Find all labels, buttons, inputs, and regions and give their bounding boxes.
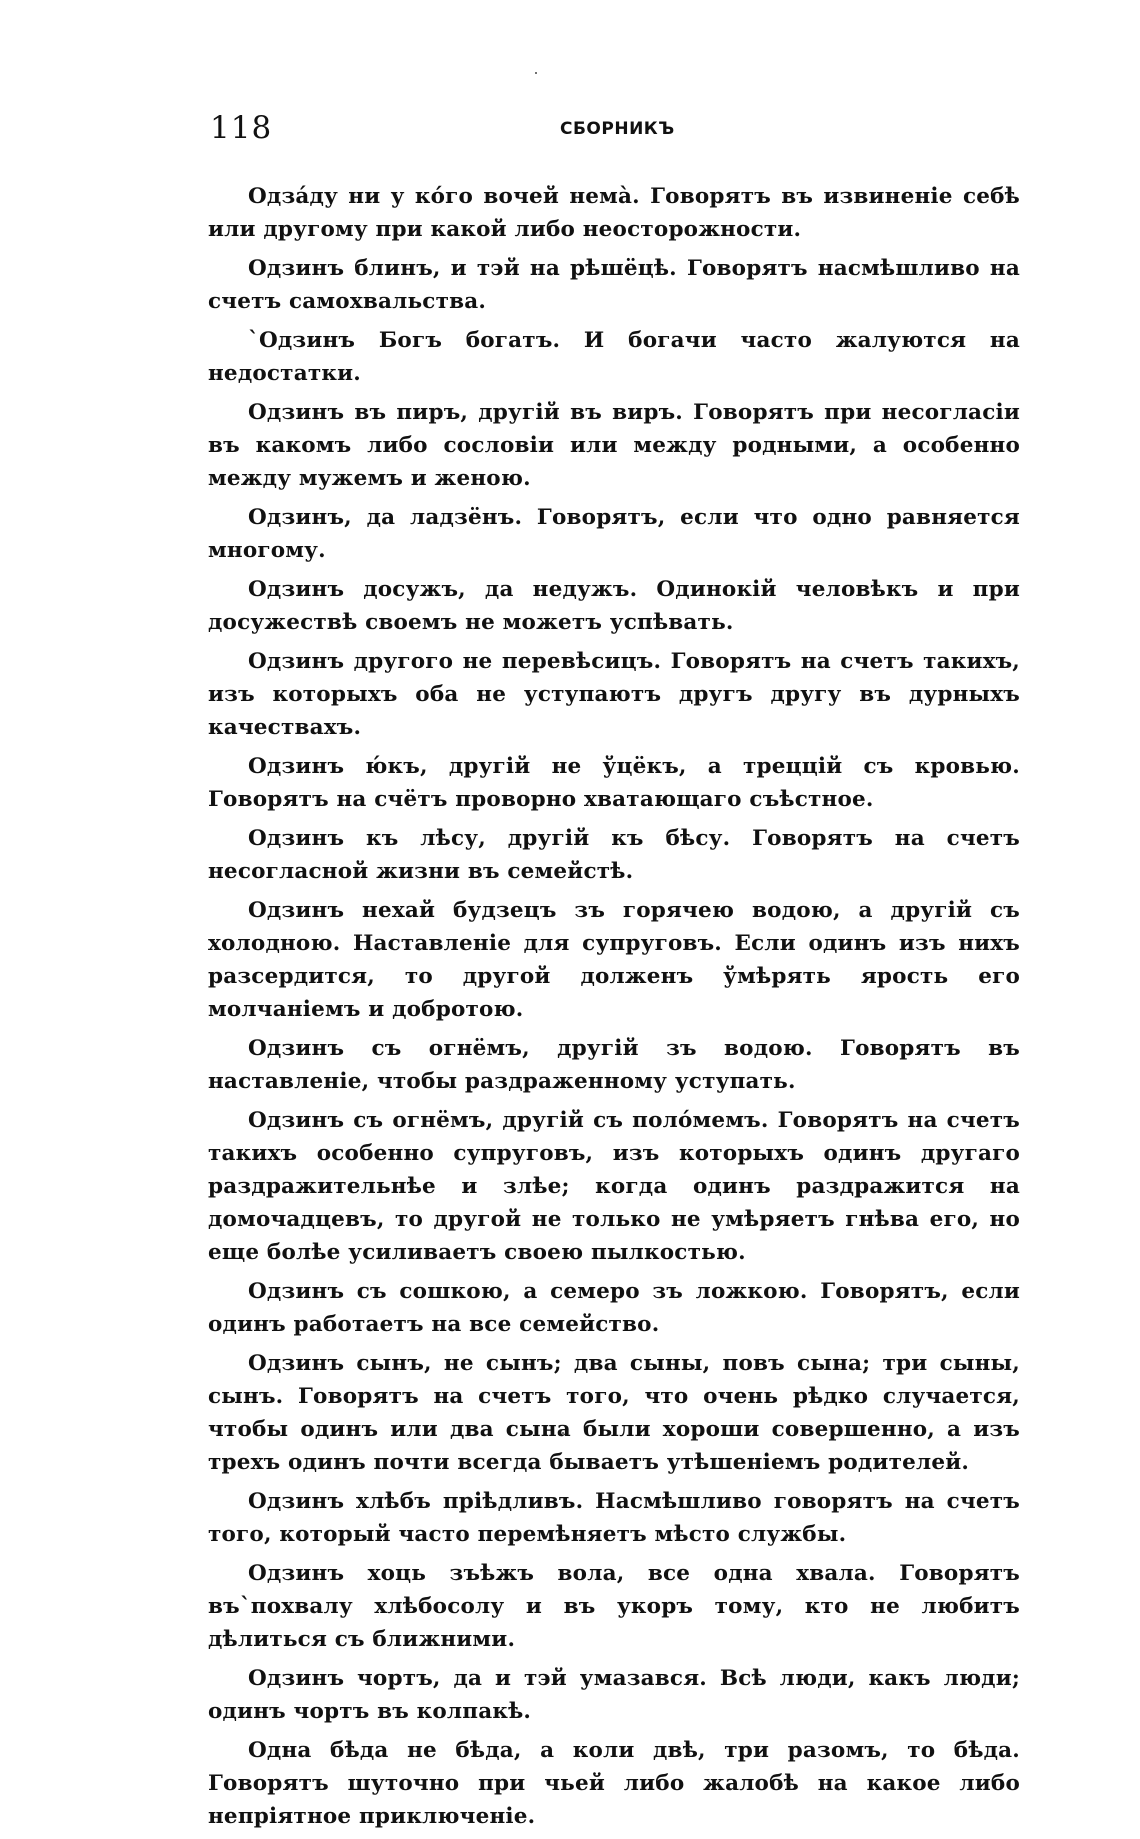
print-speck [535,72,537,74]
proverb-entry: Одзинъ съ огнёмъ, другій съ полóмемъ. Говорятъ на счетъ такихъ особенно супруговъ, изъ которыхъ одинъ другаго раздражительнѣе и злѣе; когда одинъ раздражится на домочадцевъ, то другой не только не умѣряетъ гнѣва его, но еще болѣе усиливаетъ своею пылкостью. [208,1108,1020,1265]
proverb-entry: Одзинъ другого не перевѣсицъ. Говорятъ на счетъ такихъ, изъ которыхъ оба не уступаютъ другъ другу въ дурныхъ качествахъ. [208,649,1020,740]
proverb-entry: Одзинъ, да ладзёнъ. Говорятъ, если что одно равняется многому. [208,505,1020,563]
proverb-entry: Одзинъ къ лѣсу, другій къ бѣсу. Говорятъ на счетъ несогласной жизни въ семейстѣ. [208,826,1020,884]
proverb-entry: Одзинъ досужъ, да недужъ. Одинокій человѣкъ и при досужествѣ своемъ не можетъ успѣвать. [208,577,1020,635]
proverb-entry: Одзинъ въ пиръ, другій въ виръ. Говорятъ при несогласіи въ какомъ либо сословіи или между родными, а особенно между мужемъ и женою. [208,400,1020,491]
proverb-entry: Одзинъ хлѣбъ пріѣдливъ. Насмѣшливо говорятъ на счетъ того, который часто перемѣняетъ мѣсто службы. [208,1489,1020,1547]
proverb-entry: Одзинъ съ сошкою, а семеро зъ ложкою. Говорятъ, если одинъ работаетъ на все семейство. [208,1279,1020,1337]
proverb-entry: Одна бѣда не бѣда, а коли двѣ, три разомъ, то бѣда. Говорятъ шуточно при чьей либо жалобѣ на какое либо непріятное приключеніе. [208,1738,1020,1829]
proverb-entry: Одзинъ сынъ, не сынъ; два сыны, повъ сына; три сыны, сынъ. Говорятъ на счетъ того, что очень рѣдко случается, чтобы одинъ или два сына были хороши совершенно, а изъ трехъ одинъ почти всегда бываетъ утѣшеніемъ родителей. [208,1351,1020,1475]
proverb-entry: Одзинъ нехай будзецъ зъ горячею водою, а другій съ холодною. Наставленіе для супруговъ. Если одинъ изъ нихъ разсердится, то другой долженъ ўмѣрять ярость его молчаніемъ и добротою. [208,898,1020,1022]
proverb-list [208,180,1020,1839]
proverb-entry: `Одзинъ Богъ богатъ. И богачи часто жалуются на недостатки. [208,328,1020,386]
proverb-entry: Одзинъ съ огнёмъ, другій зъ водою. Говорятъ въ наставленіе, чтобы раздраженному уступать. [208,1036,1020,1094]
proverb-entry: Одзинъ чортъ, да и тэй умазався. Всѣ люди, какъ люди; одинъ чортъ въ колпакѣ. [208,1666,1020,1724]
proverb-entry: Одзинъ блинъ, и тэй на рѣшёцѣ. Говорятъ насмѣшливо на счетъ самохвальства. [208,256,1020,314]
page-header [210,110,1025,150]
running-title: СБОРНИКЪ [560,119,675,139]
proverb-entry: Одзинъ хоць зъѣжъ вола, все одна хвала. Говорятъ въ`похвалу хлѣбосолу и въ укоръ тому, кто не любитъ дѣлиться съ ближними. [208,1561,1020,1652]
page-number: 118 [210,110,273,146]
proverb-entry: Одзинъ ю́къ, другій не ўцёкъ, а треццій съ кровью. Говорятъ на счётъ проворно хватающаго съѣстное. [208,754,1020,812]
proverb-entry: Одза́ду ни у кóго вочей нема̀. Говорятъ въ извиненіе себѣ или другому при какой либо неосторожности. [208,184,1020,242]
